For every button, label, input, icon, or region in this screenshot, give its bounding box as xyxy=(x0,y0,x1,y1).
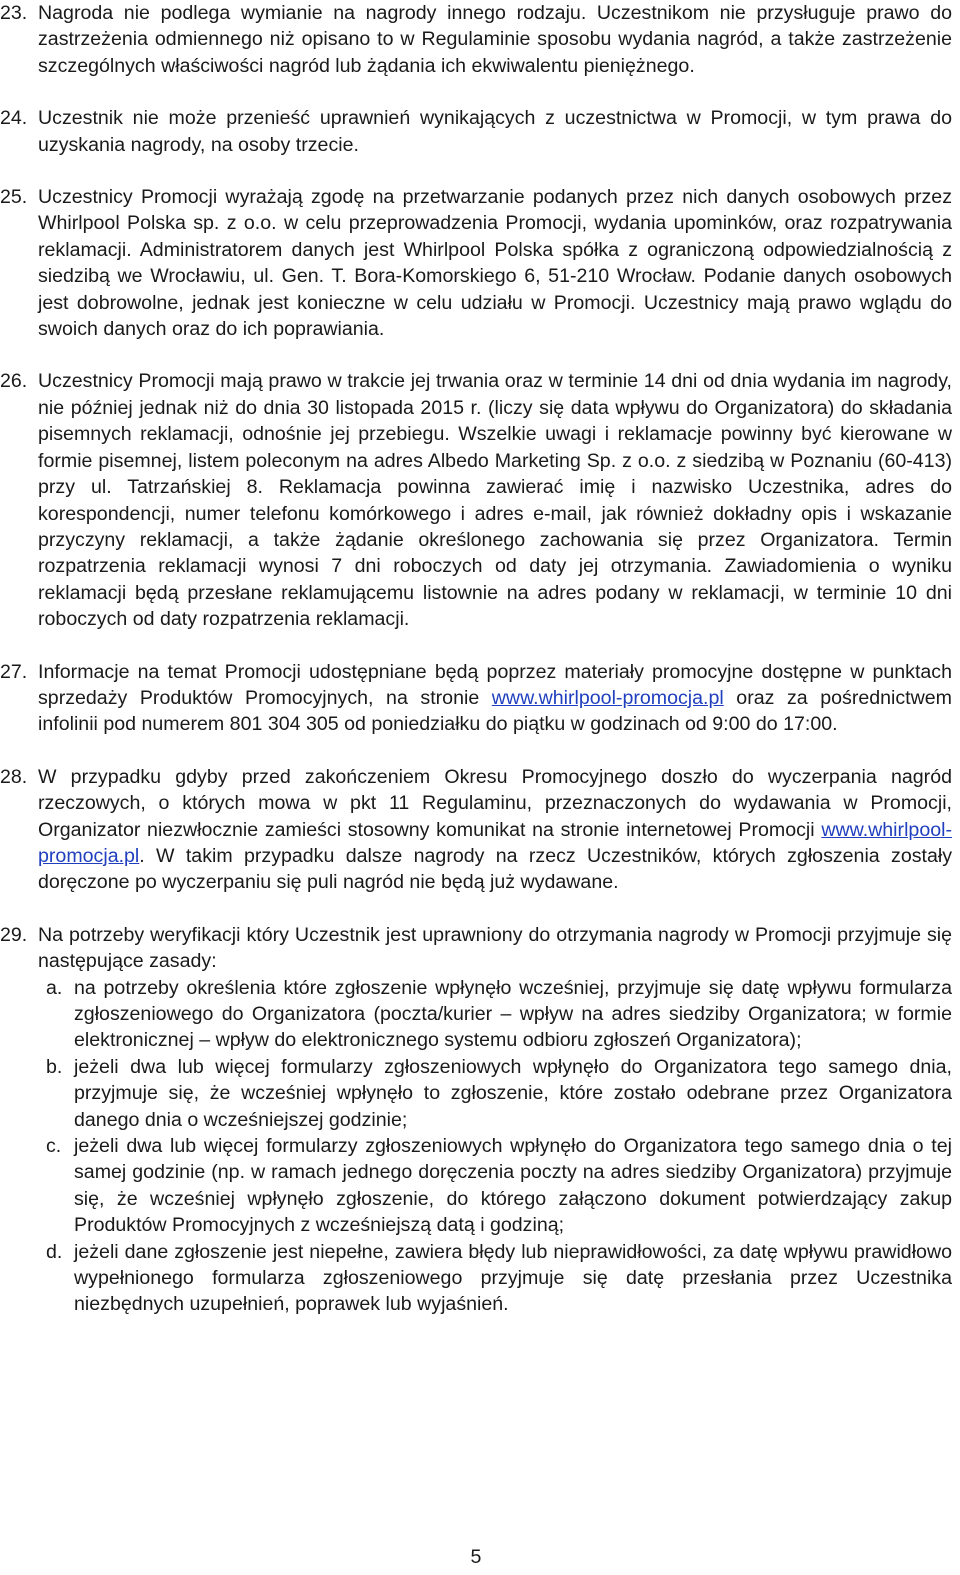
subclause-letter: a. xyxy=(46,976,63,999)
clause-text xyxy=(38,659,952,738)
clause-text-after: oraz za pośrednictwem infolinii pod numerem 801 304 305 od poniedziałku do piątku w godzinach od 9:00 do 17:00. xyxy=(38,686,952,736)
clause-number: 25. xyxy=(0,186,28,209)
clause-29 xyxy=(0,922,952,975)
clause-24 xyxy=(0,105,952,158)
clause-26 xyxy=(0,368,952,632)
clause-number: 29. xyxy=(0,923,28,946)
clause-text xyxy=(38,764,952,896)
spacer xyxy=(0,79,952,105)
spacer xyxy=(0,633,952,659)
subclause-text: na potrzeby określenia które zgłoszenie wpłynęło wcześniej, przyjmuje się datę wpływu formularza zgłoszeniowego do Organizatora (poczta/kurier – wpływ na adres siedziby Organizatora; w formie elektronicznej – wpływ do elektronicznego systemu odbioru zgłoszeń Organizatora); xyxy=(74,976,952,1052)
clause-27 xyxy=(0,659,952,738)
clause-text-before: Informacje na temat Promocji udostępniane będą poprzez materiały promocyjne dostępne w punktach sprzedaży Produktów Promocyjnych, na stronie xyxy=(38,660,952,709)
spacer xyxy=(0,896,952,922)
subclause-a xyxy=(38,975,952,1054)
spacer xyxy=(0,738,952,764)
subclause-d xyxy=(38,1239,952,1318)
spacer xyxy=(0,158,952,184)
subclause-b xyxy=(38,1054,952,1133)
clause-number: 24. xyxy=(0,107,28,130)
clause-text-after: . W takim przypadku dalsze nagrody na rzecz Uczestników, których zgłoszenia zostały doręczone po wyczerpaniu się puli nagród nie będą już wydawane. xyxy=(38,844,952,894)
clause-text-before: W przypadku gdyby przed zakończeniem Okresu Promocyjnego doszło do wyczerpania nagród rzeczowych, o których mowa w pkt 11 Regulaminu, przeznaczonych do wydawania w Promocji, Organizator niezwłocznie zamieści stosowny komunikat na stronie internetowej Promocji xyxy=(38,765,952,841)
subclause-letter: d. xyxy=(46,1240,63,1263)
clause-text: Nagroda nie podlega wymianie na nagrody innego rodzaju. Uczestnikom nie przysługuje prawo do zastrzeżenia odmiennego niż opisano to w Regulaminie sposobu wydania nagród, a także zastrzeżenie szczególnych właściwości nagród lub żądania ich ekwiwalentu pieniężnego. xyxy=(38,2,952,77)
clause-25 xyxy=(0,184,952,342)
clause-number: 26. xyxy=(0,370,28,393)
subclause-text: jeżeli dwa lub więcej formularzy zgłoszeniowych wpłynęło do Organizatora tego samego dnia o tej samej godzinie (np. w ramach jednego doręczenia poczty na adres siedziby Organizatora) przyjmuje się, że wcześniej wpłynęło zgłoszenie, do którego załączono dokument potwierdzający zakup Produktów Promocyjnych z wcześniejszą datą i godziną; xyxy=(74,1135,952,1237)
subclause-text: jeżeli dwa lub więcej formularzy zgłoszeniowych wpłynęło do Organizatora tego samego dnia, przyjmuje się, że wcześniej wpłynęło to zgłoszenie, które zostało odebrane przez Organizatora danego dnia o wcześniejszej godzinie; xyxy=(74,1055,952,1131)
clause-text: Uczestnicy Promocji wyrażają zgodę na przetwarzanie podanych przez nich danych osobowych przez Whirlpool Polska sp. z o.o. w celu przeprowadzenia Promocji, wydania upominków, oraz rozpatrywania reklamacji. Administratorem danych jest Whirlpool Polska spółka z ograniczoną odpowiedzialnością z siedzibą we Wrocławiu, ul. Gen. T. Bora-Komorskiego 6, 51-210 Wrocław. Podanie danych osobowych jest dobrowolne, jednak jest konieczne w celu udziału w Promocji. Uczestnicy mają prawo wglądu do swoich danych oraz do ich poprawiania. xyxy=(38,186,952,341)
clause-28 xyxy=(0,764,952,896)
clause-text: Na potrzeby weryfikacji który Uczestnik jest uprawniony do otrzymania nagrody w Promocji przyjmuje się następujące zasady: xyxy=(38,923,952,973)
clause-text: Uczestnicy Promocji mają prawo w trakcie jej trwania oraz w terminie 14 dni od dnia wydania im nagrody, nie później jednak niż do dnia 30 listopada 2015 r. (liczy się data wpływu do Organizatora) do składania pisemnych reklamacji, odnośnie jej przebiegu. Wszelkie uwagi i reklamacje powinny być kierowane w formie pisemnej, listem poleconym na adres Albedo Marketing Sp. z o.o. z siedzibą w Poznaniu (60-413) przy ul. Tatrzańskiej 8. Reklamacja powinna zawierać imię i nazwisko Uczestnika, adres do korespondencji, numer telefonu komórkowego i adres e-mail, jak również dokładny opis i wskazanie przyczyny reklamacji, a także żądanie określonego zachowania się przez Organizatora. Termin rozpatrzenia reklamacji wynosi 7 dni roboczych od daty jej otrzymania. Zawiadomienia o wyniku reklamacji będą przesłane reklamującemu listownie na adres podany w reklamacji, w terminie 10 dni roboczych od daty rozpatrzenia reklamacji. xyxy=(38,370,952,631)
page-number: 5 xyxy=(470,1546,482,1568)
promo-website-link[interactable]: www.whirlpool-promocja.pl xyxy=(491,686,724,709)
clause-number: 28. xyxy=(0,765,28,788)
clause-23 xyxy=(0,0,952,79)
clause-text: Uczestnik nie może przenieść uprawnień wynikających z uczestnictwa w Promocji, w tym prawa do uzyskania nagrody, na osoby trzecie. xyxy=(38,107,952,156)
subclause-letter: c. xyxy=(46,1135,62,1158)
subclause-c xyxy=(38,1133,952,1239)
subclause-text: jeżeli dane zgłoszenie jest niepełne, zawiera błędy lub nieprawidłowości, za datę wpływu prawidłowo wypełnionego formularza zgłoszeniowego przyjmuje się datę przesłania przez Uczestnika niezbędnych uzupełnień, poprawek lub wyjaśnień. xyxy=(74,1240,952,1316)
promo-website-link[interactable]: www.whirlpool-promocja.pl xyxy=(38,818,952,867)
clause-number: 27. xyxy=(0,660,28,683)
clause-number: 23. xyxy=(0,2,28,24)
spacer xyxy=(0,342,952,368)
subclause-letter: b. xyxy=(46,1055,63,1078)
